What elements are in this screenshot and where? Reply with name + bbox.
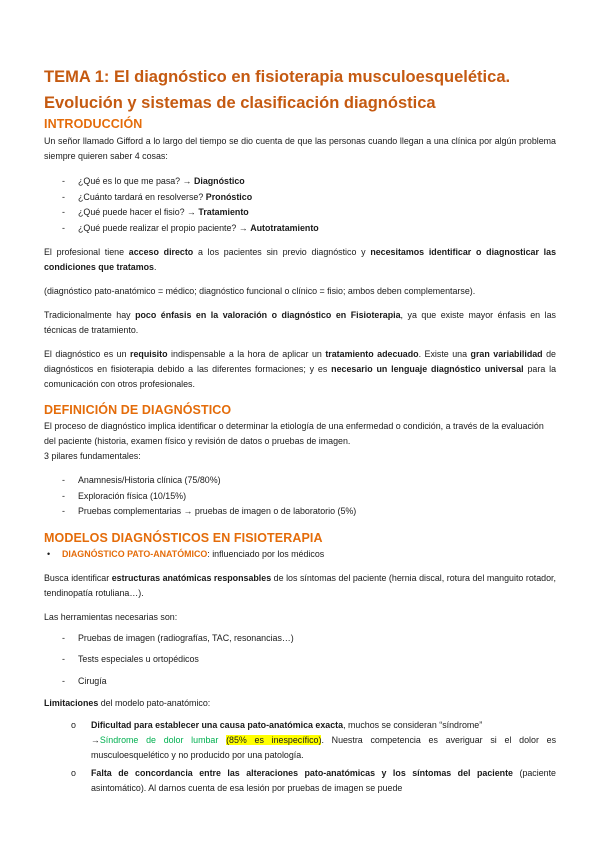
intro-paragraph-1: Un señor llamado Gifford a lo largo del tiempo se dio cuenta de que las personas cuando llegan a una clínica por algún problema siempre quieren saber 4 cosas: bbox=[44, 136, 556, 161]
heading-definicion: DEFINICIÓN DE DIAGNÓSTICO bbox=[44, 403, 232, 417]
intro-paragraph-2: El profesional tiene acceso directo a los pacientes sin previo diagnóstico y necesitamos identificar o diagnosticar las condiciones que tratamos. bbox=[44, 247, 557, 272]
heading-introduccion: INTRODUCCIÓN bbox=[44, 117, 143, 131]
limitaciones-list bbox=[44, 718, 556, 796]
herramienta-item: - Cirugía bbox=[44, 674, 556, 690]
title-line-2: Evolución y sistemas de clasificación diagnóstica bbox=[44, 94, 436, 112]
pilar-item: - Anamnesis/Historia clínica (75/80%) bbox=[44, 473, 556, 489]
intro-paragraph-4: Tradicionalmente hay poco énfasis en la valoración o diagnóstico en Fisioterapia, ya que existe mayor énfasis en las técnicas de tratamiento. bbox=[44, 310, 556, 335]
definicion-paragraph-2: 3 pilares fundamentales: bbox=[44, 451, 141, 461]
limitacion-item: o Dificultad para establecer una causa pato-anatómica exacta, muchos se consideran “síndrome” →Síndrome de dolor lumbar (85% es inespecífico). Nuestra competencia es averiguar si el dolor es musculoesquelético y no producido por una patología. bbox=[44, 718, 556, 763]
herramientas-list bbox=[44, 631, 556, 690]
heading-modelos: MODELOS DIAGNÓSTICOS EN FISIOTERAPIA bbox=[44, 530, 323, 545]
highlight-mark: (85% es inespecífico) bbox=[226, 735, 322, 745]
pilar-item: - Exploración física (10/15%) bbox=[44, 489, 556, 505]
limitaciones-heading: Limitaciones del modelo pato-anatómico: bbox=[44, 698, 211, 708]
question-item: - ¿Qué puede realizar el propio paciente? → Autotratamiento bbox=[44, 221, 556, 237]
definicion-paragraph-1: El proceso de diagnóstico implica identificar o determinar la etiología de una enfermedad o condición, a través de la evaluación del paciente (historia, examen físico y revisión de datos o pruebas de imagen. bbox=[44, 421, 544, 446]
intro-paragraph-3: (diagnóstico pato-anatómico = médico; diagnóstico funcional o clínico = fisio; ambos deben complementarse). bbox=[44, 286, 476, 296]
question-item: - ¿Qué puede hacer el fisio? → Tratamiento bbox=[44, 205, 556, 221]
modelos-paragraph-2: Las herramientas necesarias son: bbox=[44, 611, 178, 622]
question-item: - ¿Cuánto tardará en resolverse? Pronóstico bbox=[44, 190, 556, 206]
herramienta-item: - Tests especiales u ortopédicos bbox=[44, 652, 556, 668]
question-item: - ¿Qué es lo que me pasa? → Diagnóstico bbox=[44, 174, 556, 190]
title-line-1: TEMA 1: El diagnóstico en fisioterapia musculoesquelética. bbox=[44, 68, 511, 86]
intro-paragraph-5: El diagnóstico es un requisito indispensable a la hora de aplicar un tratamiento adecuado. Existe una gran variabilidad de diagnósticos en fisioterapia debido a las diferentes formaciones; y es necesario un lenguaje diagnóstico universal para la comunicación con otros profesionales. bbox=[44, 349, 557, 389]
pilar-item: - Pruebas complementarias → pruebas de imagen o de laboratorio (5%) bbox=[44, 504, 556, 520]
gifford-questions-list bbox=[44, 174, 556, 236]
pilares-list bbox=[44, 473, 556, 520]
bullet-dot: • bbox=[47, 548, 51, 559]
herramienta-item: - Pruebas de imagen (radiografías, TAC, resonancias…) bbox=[44, 631, 556, 647]
limitacion-item: o Falta de concordancia entre las alteraciones pato-anatómicas y los síntomas del paciente (paciente asintomático). Al darnos cuenta de esa lesión por pruebas de imagen se puede bbox=[44, 766, 556, 796]
modelos-paragraph-1: Busca identificar estructuras anatómicas responsables de los síntomas del paciente (hernia discal, rotura del manguito rotador, tendinopatía rotuliana…). bbox=[44, 572, 556, 598]
modelo-pato-anatomico-bullet: • DIAGNÓSTICO PATO-ANATÓMICO: influenciado por los médicos bbox=[44, 547, 556, 562]
document-title bbox=[44, 64, 556, 116]
